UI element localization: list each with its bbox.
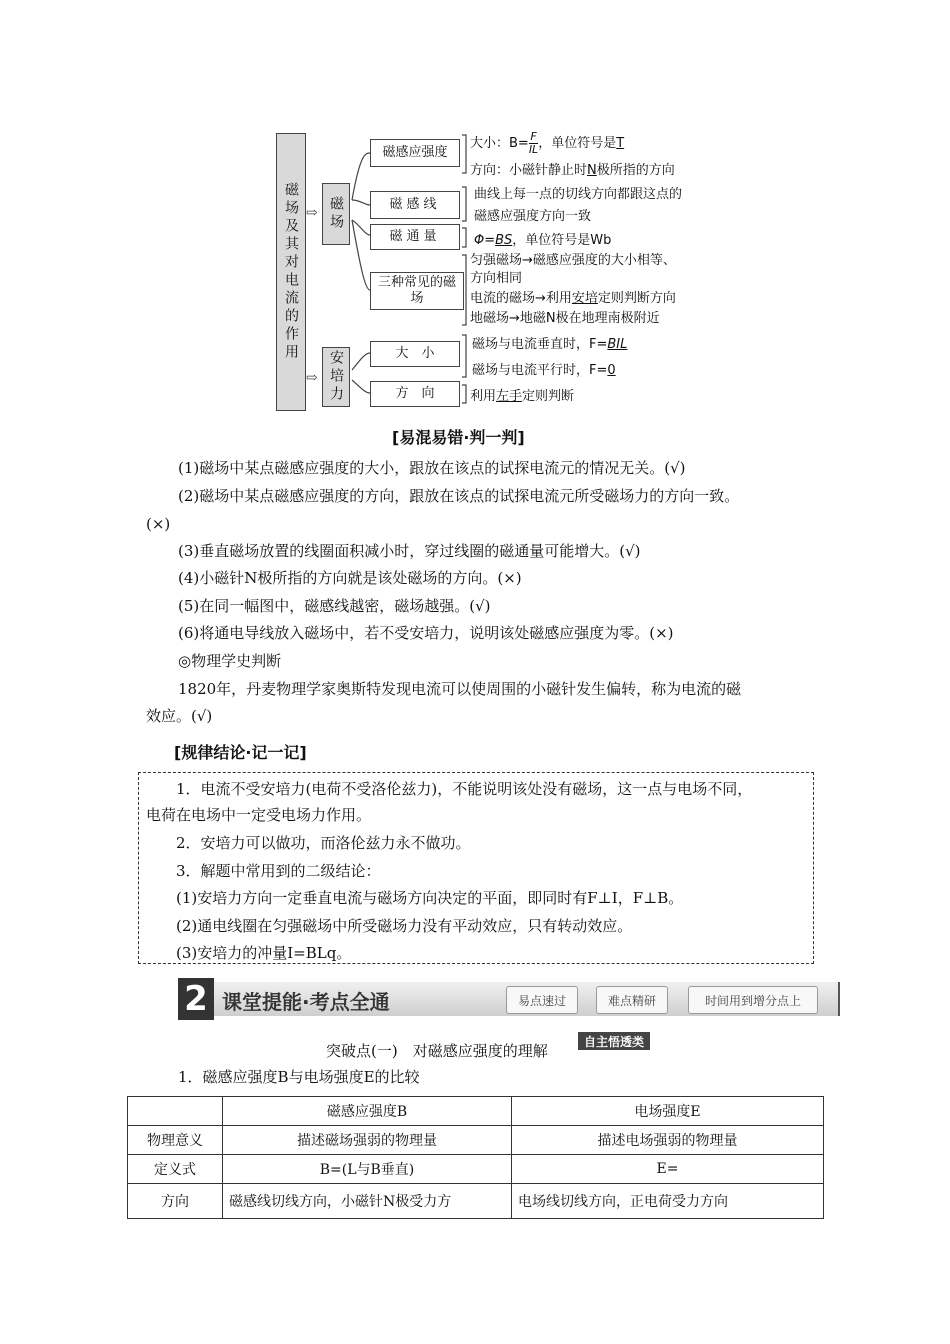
rule-item: 1．电流不受安培力(电荷不受洛伦兹力)，不能说明该处没有磁场，这一点与电场不同， [176,780,753,798]
arrow-right-icon: ⇨ [306,370,318,386]
field-line-text-2: 磁感应强度方向一致 [474,209,592,224]
three-text-2: 方向相同 [470,271,523,286]
judge-item: (2)磁场中某点磁感应强度的方向，跟放在该点的试探电流元所受磁场力的方向一致。 [178,487,740,505]
judge-item: (4)小磁针N极所指的方向就是该处磁场的方向。(×) [178,569,522,587]
table-cell: 磁感线切线方向，小磁针N极受力方 [223,1184,512,1219]
comparison-table [127,1096,824,1219]
point-title: 突破点(一) 对磁感应强度的理解 [326,1042,548,1060]
three-text-3: 电流的磁场→利用安培定则判断方向 [470,291,676,306]
table-cell: 方向 [128,1184,223,1219]
table-header-cell: 磁感应强度B [223,1097,512,1126]
table-cell: B=(L与B垂直) [223,1155,512,1184]
b-size-text: 大小：B= $\frac{F}{IL}$ ，单位符号是T [470,130,625,156]
table-row [128,1155,824,1184]
chapter-banner [178,978,838,1020]
table-header-cell [128,1097,223,1126]
node-direction: 方 向 [370,381,460,407]
pill-easy: 易点速过 [506,986,578,1014]
pill-time: 时间用到增分点上 [688,986,818,1014]
history-text: 效应。(√) [146,707,213,725]
judge-item: (5)在同一幅图中，磁感线越密，磁场越强。(√) [178,597,491,615]
judge-item: (1)磁场中某点磁感应强度的大小，跟放在该点的试探电流元的情况无关。(√) [178,459,686,477]
rule-item: 2．安培力可以做功，而洛伦兹力永不做功。 [176,834,471,852]
rule-item: (1)安培力方向一定垂直电流与磁场方向决定的平面，即同时有F⊥I，F⊥B。 [176,889,684,907]
three-text-4: 地磁场→地磁N极在地理南极附近 [470,311,660,326]
b-direction-text: 方向：小磁针静止时N极所指的方向 [470,163,675,178]
rule-item: (2)通电线圈在匀强磁场中所受磁场力没有平动效应，只有转动效应。 [176,917,633,935]
force-direction-text: 利用左手定则判断 [470,389,575,404]
table-cell: E= [512,1155,824,1184]
pill-hard: 难点精研 [596,986,668,1014]
table-cell: 描述磁场强弱的物理量 [223,1126,512,1155]
table-header-row [128,1097,824,1126]
flux-text: Φ=BS，单位符号是Wb [474,233,612,248]
banner-number: 2 [178,978,214,1020]
table-row [128,1126,824,1155]
section-title-rules: [规律结论·记一记] [174,743,307,762]
rule-item: 3．解题中常用到的二级结论： [176,862,381,880]
rule-item: (3)安培力的冲量I=BLq。 [176,944,352,962]
banner-title: 课堂提能·考点全通 [222,990,390,1014]
table-row [128,1184,824,1219]
judge-item: (3)垂直磁场放置的线圈面积减小时，穿过线圈的磁通量可能增大。(√) [178,542,641,560]
table-cell: 定义式 [128,1155,223,1184]
table-cell: 电场线切线方向，正电荷受力方向 [512,1184,824,1219]
field-line-text-1: 曲线上每一点的切线方向都跟这点的 [474,187,683,202]
history-heading: ◎物理学史判断 [178,652,282,670]
node-magnetic-induction: 磁感应强度 [370,139,460,167]
three-text-1: 匀强磁场→磁感应强度的大小相等、 [470,253,676,268]
ampere-force-box: 安培力 [322,347,350,407]
node-field-lines: 磁感线 [370,191,460,219]
root-box: 磁场及其对电流的作用 [276,133,306,411]
node-three-fields: 三种常见的磁场 [370,272,464,310]
point-tag: 自主悟透类 [578,1032,650,1050]
node-size: 大 小 [370,341,460,367]
concept-diagram [270,125,730,415]
force-size-text-2: 磁场与电流平行时，F=0 [472,363,616,378]
section-title-judge: [易混易错·判一判] [392,428,525,447]
rule-item: 电荷在电场中一定受电场力作用。 [146,806,372,824]
judge-item: (6)将通电导线放入磁场中，若不受安培力，说明该处磁感应强度为零。(×) [178,624,674,642]
judge-item: (×) [146,515,171,533]
table-cell: 描述电场强弱的物理量 [512,1126,824,1155]
table-cell: 物理意义 [128,1126,223,1155]
magnetic-field-box: 磁场 [322,183,350,245]
point-subtitle: 1．磁感应强度B与电场强度E的比较 [178,1068,420,1086]
force-size-text-1: 磁场与电流垂直时，F=BIL [472,337,628,352]
history-text: 1820年，丹麦物理学家奥斯特发现电流可以使周围的小磁针发生偏转，称为电流的磁 [178,680,742,698]
node-flux: 磁通量 [370,224,460,250]
arrow-right-icon: ⇨ [306,205,318,221]
table-header-cell: 电场强度E [512,1097,824,1126]
